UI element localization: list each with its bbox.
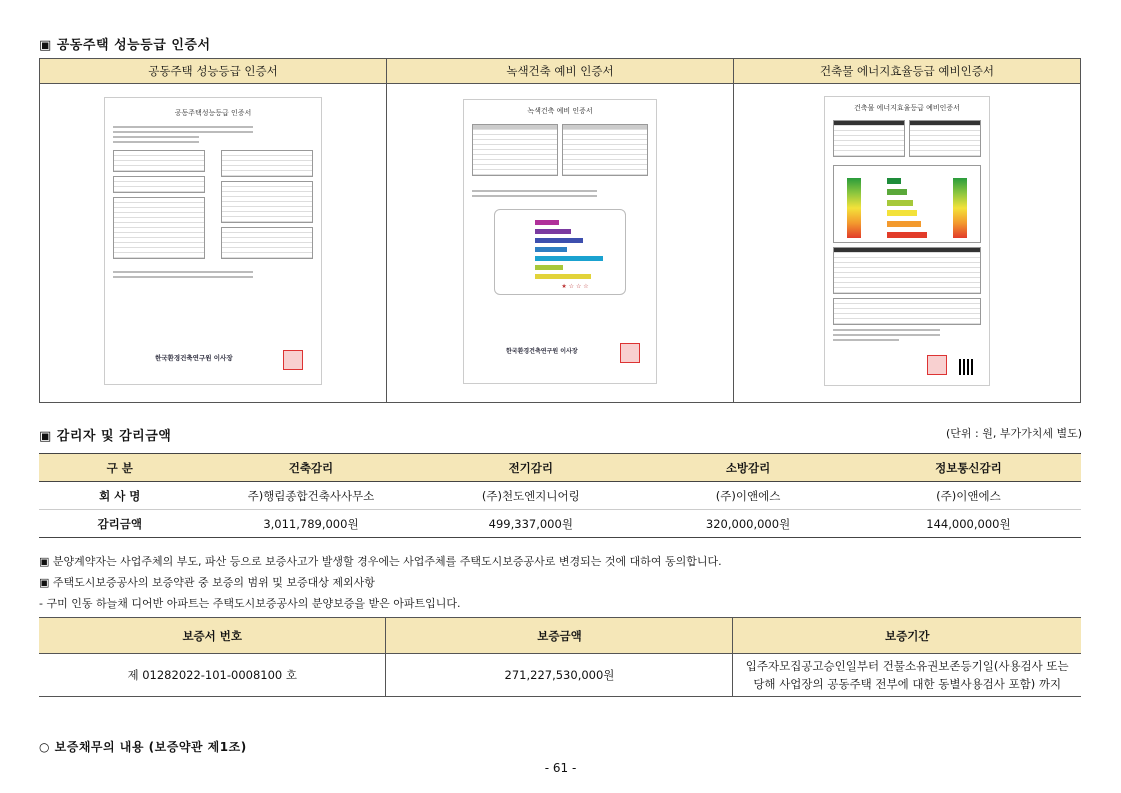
cert-header-2: 녹색건축 예비 인증서 <box>387 59 734 84</box>
guarantee-period-line1: 입주자모집공고승인일부터 건물소유권보존등기일(사용검사 또는 <box>745 659 1069 673</box>
cert-cell-1 <box>40 84 387 403</box>
certificates-table <box>39 58 1081 403</box>
doc2-issuer: 한국환경건축연구원 이사장 <box>506 347 578 355</box>
gua-header-period: 보증기간 <box>733 618 1081 654</box>
guarantee-table <box>39 617 1081 697</box>
page-number: - 61 - <box>544 761 577 775</box>
doc1-title: 공동주택성능등급 인증서 <box>174 109 252 117</box>
table-row <box>39 510 1081 538</box>
gua-header-number: 보증서 번호 <box>39 618 386 654</box>
sup-header-telecom: 정보통신감리 <box>856 454 1081 482</box>
cert-cell-2 <box>387 84 734 403</box>
cert-header-1: 공동주택 성능등급 인증서 <box>40 59 387 84</box>
note-hug-guarantee: - 구미 인동 하늘채 디어반 아파트는 주택도시보증공사의 분양보증을 받은 아파트입니다. <box>39 597 461 610</box>
cell-company-architecture: 주)행림종합건축사사무소 <box>201 482 422 510</box>
section-title-supervisors: ▣ 감리자 및 감리금액 <box>39 429 172 444</box>
sup-header-category: 구 분 <box>39 454 201 482</box>
row-label-company: 회 사 명 <box>39 482 201 510</box>
guarantee-period <box>733 654 1081 697</box>
row-label-amount: 감리금액 <box>39 510 201 538</box>
section-title-guarantee-obligation: ○ 보증채무의 내용 (보증약관 제1조) <box>39 740 247 754</box>
cell-amount-electrical: 499,337,000원 <box>421 510 640 538</box>
sup-header-architecture: 건축감리 <box>201 454 422 482</box>
guarantee-period-line2: 당해 사업장의 공동주택 전부에 대한 동별사용검사 포함) 까지 <box>753 677 1062 691</box>
table-row <box>39 654 1081 697</box>
doc3-title: 건축물 에너지효율등급 예비인증서 <box>854 104 960 112</box>
gua-header-amount: 보증금액 <box>386 618 733 654</box>
supervisors-table <box>39 453 1081 538</box>
unit-note: (단위 : 원, 부가가치세 별도) <box>945 427 1082 440</box>
green-building-certificate-image: 녹색건축 예비 인증서 ★ ☆ ☆ ☆ 한국환경건축연구원 이사장 <box>464 100 656 383</box>
cell-amount-fire: 320,000,000원 <box>640 510 856 538</box>
doc2-title: 녹색건축 예비 인증서 <box>527 106 593 115</box>
energy-efficiency-certificate-image <box>825 97 989 385</box>
cell-amount-architecture: 3,011,789,000원 <box>201 510 422 538</box>
cell-amount-telecom: 144,000,000원 <box>856 510 1081 538</box>
section-title-certificates: ▣ 공동주택 성능등급 인증서 <box>39 38 211 53</box>
guarantee-number: 제 01282022-101-0008100 호 <box>39 654 386 697</box>
performance-certificate-image <box>105 98 321 384</box>
doc1-issuer: 한국환경건축연구원 이사장 <box>155 354 233 362</box>
guarantee-amount: 271,227,530,000원 <box>386 654 733 697</box>
note-consent: ▣ 분양계약자는 사업주체의 부도, 파산 등으로 보증사고가 발생할 경우에는 사업주체를 주택도시보증공사로 변경되는 것에 대하여 동의합니다. <box>39 555 722 568</box>
cell-company-fire: (주)이앤에스 <box>640 482 856 510</box>
sup-header-electrical: 전기감리 <box>421 454 640 482</box>
cell-company-telecom: (주)이앤에스 <box>856 482 1081 510</box>
sup-header-fire: 소방감리 <box>640 454 856 482</box>
cert-header-3: 건축물 에너지효율등급 예비인증서 <box>734 59 1081 84</box>
supervisors-header-row <box>39 454 1081 482</box>
note-guarantee-terms: ▣ 주택도시보증공사의 보증약관 중 보증의 범위 및 보증대상 제외사항 <box>39 576 375 589</box>
cert-cell-3 <box>734 84 1081 403</box>
cell-company-electrical: (주)천도엔지니어링 <box>421 482 640 510</box>
table-row <box>39 482 1081 510</box>
guarantee-header-row <box>39 618 1081 654</box>
